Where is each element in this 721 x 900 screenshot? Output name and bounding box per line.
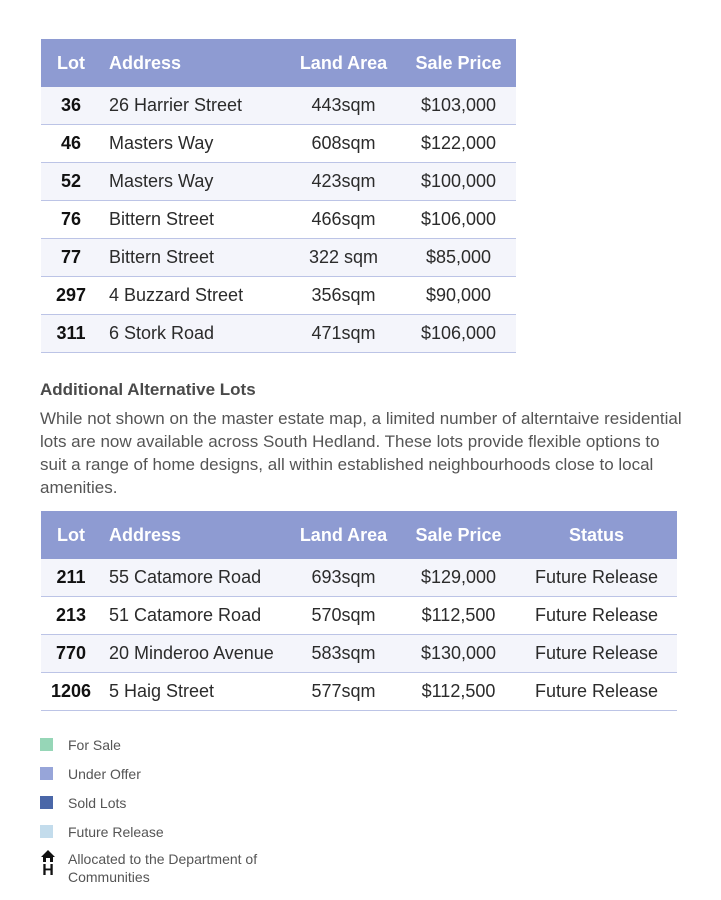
address: Bittern Street [101,201,286,239]
table-row [41,163,516,201]
legend-label: Under Offer [68,765,141,782]
address: 20 Minderoo Avenue [101,635,286,673]
address: 5 Haig Street [101,673,286,711]
table-row [41,87,516,125]
sale-price: $112,500 [401,673,516,711]
table-row [41,315,516,353]
table-header-row [41,39,516,87]
table-row [41,239,516,277]
sale-price: $90,000 [401,277,516,315]
header-sale-price: Sale Price [401,511,516,559]
legend-item-for-sale [40,730,164,759]
land-area: 693sqm [286,559,401,597]
lot-number: 52 [41,163,101,201]
legend-label: For Sale [68,736,121,753]
header-lot: Lot [41,39,101,87]
lot-number: 211 [41,559,101,597]
status: Future Release [516,673,677,711]
sale-price: $106,000 [401,201,516,239]
land-area: 423sqm [286,163,401,201]
sale-price: $100,000 [401,163,516,201]
address: 51 Catamore Road [101,597,286,635]
address: 6 Stork Road [101,315,286,353]
header-lot: Lot [41,511,101,559]
header-land-area: Land Area [286,39,401,87]
lot-number: 770 [41,635,101,673]
legend-house-label: Allocated to the Department of Communities [68,851,258,885]
table-row [41,559,677,597]
land-area: 471sqm [286,315,401,353]
lot-number: 76 [41,201,101,239]
address: 55 Catamore Road [101,559,286,597]
land-area: 322 sqm [286,239,401,277]
land-area: 608sqm [286,125,401,163]
section-title: Additional Alternative Lots [40,380,256,399]
address: Masters Way [101,125,286,163]
lot-number: 311 [41,315,101,353]
sale-price: $130,000 [401,635,516,673]
sale-price: $106,000 [401,315,516,353]
status: Future Release [516,559,677,597]
house-icon: H [40,850,56,886]
header-status: Status [516,511,677,559]
status: Future Release [516,597,677,635]
address: 4 Buzzard Street [101,277,286,315]
header-address: Address [101,39,286,87]
table-row [41,201,516,239]
header-sale-price: Sale Price [401,39,516,87]
sale-price: $112,500 [401,597,516,635]
lot-number: 297 [41,277,101,315]
sale-price: $129,000 [401,559,516,597]
header-address: Address [101,511,286,559]
land-area: 570sqm [286,597,401,635]
lots-table [41,39,516,353]
alternative-lots-table [41,511,677,711]
land-area: 577sqm [286,673,401,711]
land-area: 583sqm [286,635,401,673]
table-row [41,277,516,315]
legend-label: Future Release [68,823,164,840]
legend-item-sold-lots [40,788,164,817]
land-area: 443sqm [286,87,401,125]
legend-item-future-release [40,817,164,846]
sale-price: $103,000 [401,87,516,125]
lot-number: 46 [41,125,101,163]
section-description: While not shown on the master estate map, a limited number of alterntaive residential lots are now available across South Hedland. These lots provide flexible options to suit a range of home designs, all within established neighbourhoods close to local amenities. [40,409,682,497]
address: Masters Way [101,163,286,201]
table-header-row [41,511,677,559]
swatch-future-release [40,825,53,838]
status: Future Release [516,635,677,673]
table-row [41,125,516,163]
address: 26 Harrier Street [101,87,286,125]
land-area: 466sqm [286,201,401,239]
lot-number: 36 [41,87,101,125]
swatch-for-sale [40,738,53,751]
header-land-area: Land Area [286,511,401,559]
lot-number: 213 [41,597,101,635]
legend-item-under-offer [40,759,164,788]
address: Bittern Street [101,239,286,277]
swatch-under-offer [40,767,53,780]
sale-price: $122,000 [401,125,516,163]
legend-item-communities [40,850,257,886]
table-row [41,635,677,673]
sale-price: $85,000 [401,239,516,277]
lot-number: 77 [41,239,101,277]
land-area: 356sqm [286,277,401,315]
swatch-sold-lots [40,796,53,809]
table-row [41,597,677,635]
legend [40,730,164,846]
table-row [41,673,677,711]
lot-number: 1206 [41,673,101,711]
legend-label: Sold Lots [68,794,127,811]
